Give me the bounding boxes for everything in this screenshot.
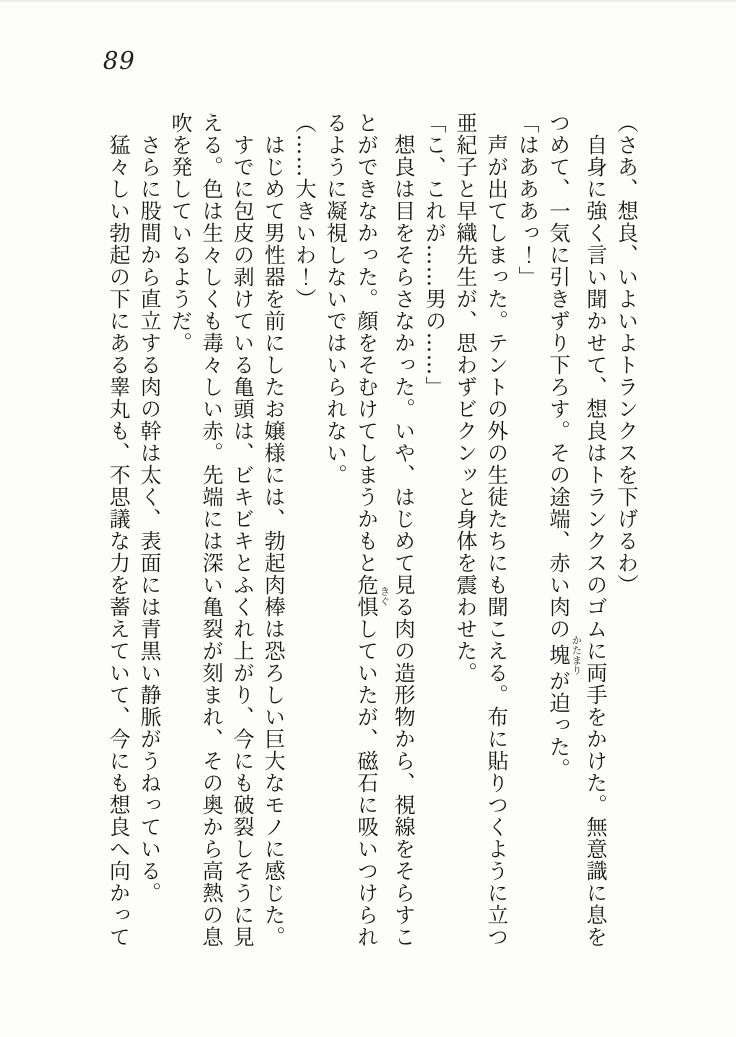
vertical-text-block	[103, 112, 642, 954]
furigana-annotation: 危惧きぐ	[355, 574, 389, 618]
text-line: （……大きいわ！）	[293, 112, 317, 310]
text-line: 想良は目をそらさなかった。いや、はじめて見る肉の造形物から、視線をそらすこ	[392, 134, 416, 948]
furigana-annotation: 塊かたまり	[547, 635, 581, 675]
text-line: 自身に強く言い聞かせて、想良はトランクスのゴムに両手をかけた。無意識に息を	[584, 134, 608, 948]
text-line: さらに股間から直立する肉の幹は太く、表面には青黒い静脈がうねっている。	[138, 134, 162, 904]
text-line: 声が出てしまった。テントの外の生徒たちにも聞こえる。布に貼りつくように立つ	[485, 134, 509, 948]
text-line: 亜紀子と早織先生が、思わずビクンッと身体を震わせた。	[454, 112, 478, 684]
text-line: 吹を発しているようだ。	[169, 112, 193, 354]
text-line: 「こ、これが……男の……」	[423, 112, 447, 398]
text-line: つめて、一気に引きずり下ろす。その途端、赤い肉の塊かたまりが迫った。	[547, 112, 581, 780]
page-number: 89	[103, 47, 136, 75]
text-line: 「はあああっ！」	[516, 112, 540, 288]
text-line: 猛々しい勃起の下にある睾丸も、不思議な力を蓄えていて、今にも想良へ向かって	[107, 134, 131, 948]
text-line: とができなかった。顔をそむけてしまうかもと危惧きぐしていたが、磁石に吸いつけられ	[355, 112, 389, 948]
text-line: える。色は生々しくも毒々しい赤。先端には深い亀裂が刻まれ、その奥から高熱の息	[200, 112, 224, 948]
text-line: すでに包皮の剥けている亀頭は、ビキビキとふくれ上がり、今にも破裂しそうに見	[231, 134, 255, 948]
text-line: るように凝視しないではいられない。	[324, 112, 348, 486]
text-line: はじめて男性器を前にしたお嬢様には、勃起肉棒は恐ろしい巨大なモノに感じた。	[262, 134, 286, 948]
text-line: （さあ、想良、いよいよトランクスを下げるわ）	[615, 112, 639, 596]
scan-edge-artifact	[0, 0, 736, 3]
